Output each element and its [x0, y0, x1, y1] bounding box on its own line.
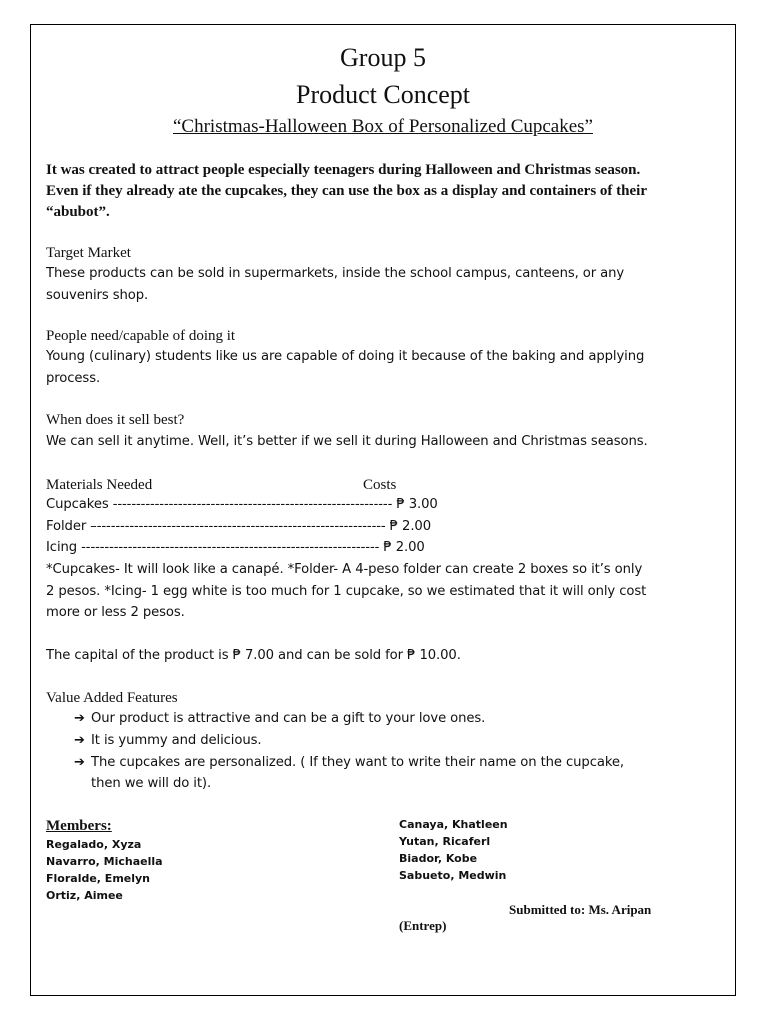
capital-text: The capital of the product is ₱ 7.00 and can be sold for ₱ 10.00. [46, 648, 461, 663]
sell-best-text: We can sell it anytime. Well, it’s better if we sell it during Halloween and Christmas seasons. [46, 434, 648, 449]
product-subtitle: “Christmas-Halloween Box of Personalized Cupcakes” [173, 116, 593, 137]
member-name: Regalado, Xyza [46, 838, 142, 851]
intro-line: “abubot”. [46, 204, 110, 220]
features-heading: Value Added Features [46, 690, 178, 706]
materials-note: more or less 2 pesos. [46, 605, 185, 620]
feature-item-continuation: then we will do it). [91, 776, 212, 791]
feature-item: It is yummy and delicious. [91, 733, 262, 748]
materials-note: *Cupcakes- It will look like a canapé. *Folder- A 4-peso folder can create 2 boxes so it’s only [46, 562, 643, 577]
target-market-text: souvenirs shop. [46, 288, 149, 303]
member-name: Navarro, Michaella [46, 855, 163, 868]
page-title: Product Concept [295, 80, 471, 109]
group-heading: Group 5 [340, 43, 426, 72]
feature-item: The cupcakes are personalized. ( If they want to write their name on the cupcake, [91, 755, 625, 770]
people-text: process. [46, 371, 101, 386]
sell-best-heading: When does it sell best? [46, 412, 185, 428]
people-text: Young (culinary) students like us are capable of doing it because of the baking and applying [46, 349, 645, 364]
member-name: Yutan, Ricaferl [399, 835, 491, 848]
materials-note: 2 pesos. *Icing- 1 egg white is too much for 1 cupcake, so we estimated that it will only cost [46, 584, 647, 599]
intro-line: Even if they already ate the cupcakes, they can use the box as a display and containers of their [46, 183, 647, 199]
arrow-right-icon: ➔ [74, 755, 85, 770]
members-heading: Members: [46, 818, 112, 834]
target-market-heading: Target Market [46, 245, 131, 261]
target-market-text: These products can be sold in supermarkets, inside the school campus, canteens, or any [46, 266, 625, 281]
member-name: Canaya, Khatleen [399, 818, 508, 831]
submitted-to: Submitted to: Ms. Aripan [509, 902, 652, 917]
member-name: Sabueto, Medwin [399, 869, 507, 882]
arrow-right-icon: ➔ [74, 733, 85, 748]
member-name: Biador, Kobe [399, 852, 478, 865]
arrow-right-icon: ➔ [74, 711, 85, 726]
feature-item: Our product is attractive and can be a gift to your love ones. [91, 711, 486, 726]
people-heading: People need/capable of doing it [46, 328, 236, 344]
costs-heading: Costs [363, 477, 397, 493]
material-row-folder: Folder –-------------------------------------------------------------- ₱ 2.00 [46, 519, 432, 534]
member-name: Ortiz, Aimee [46, 889, 123, 902]
materials-heading: Materials Needed [46, 477, 153, 493]
material-row-icing: Icing ---------------------------------------------------------------- ₱ 2.00 [46, 540, 425, 555]
intro-line: It was created to attract people especially teenagers during Halloween and Christmas season. [46, 162, 641, 178]
material-row-cupcakes: Cupcakes ------------------------------------------------------------ ₱ 3.00 [46, 497, 438, 512]
subject-label: (Entrep) [399, 918, 447, 933]
member-name: Floralde, Emelyn [46, 872, 151, 885]
